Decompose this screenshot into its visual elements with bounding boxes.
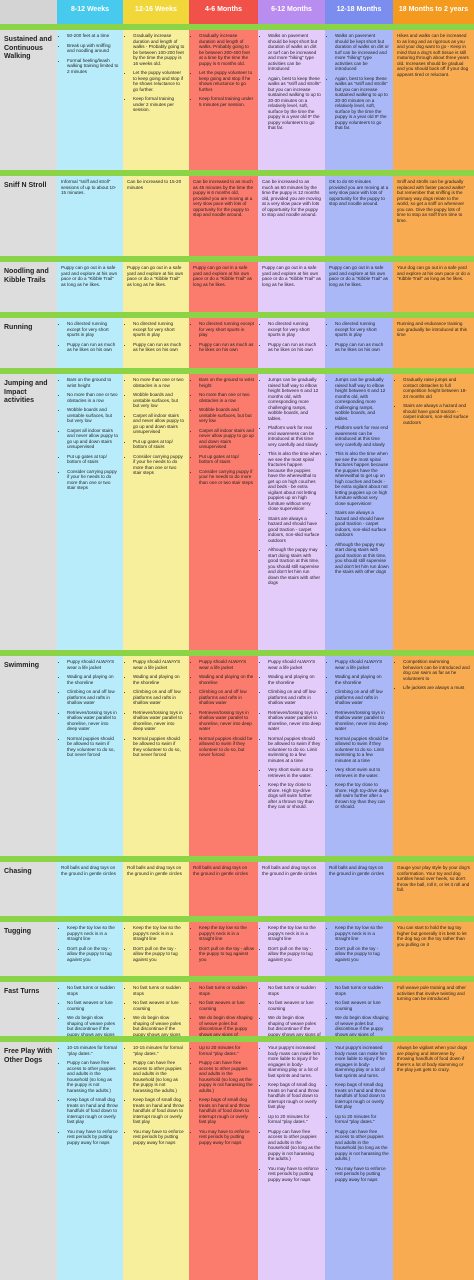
- guideline-item: • No fast weaves or lure coursing: [268, 1000, 321, 1011]
- guideline-item: • Gradually raise jumps and contact obstacles to full competition height between 18-24 months old: [403, 377, 470, 399]
- guideline-item: • Walks on pavement should be kept short but duration of walks on dirt or turf can be increased and more "hiking" type activities can be introduced: [335, 33, 389, 72]
- guideline-item: • Platform work for rear end awareness can be introduced at this time very carefully and slowly: [268, 425, 321, 447]
- guideline-list: [193, 33, 254, 107]
- guideline-cell: [325, 982, 393, 1036]
- guideline-cell: [57, 656, 123, 856]
- guideline-item: • Puppy should ALWAYS wear a life jacket: [133, 659, 185, 670]
- guideline-item: • You may have to enforce rest periods by putting puppy away for naps: [133, 1129, 185, 1146]
- guideline-item: • Normal puppies should be allowed to swim if they volunteer to do so. Limit swimming to a few minutes at a time: [268, 736, 321, 764]
- guideline-item: • Retrieves/tossing toys in shallow water parallel to shoreline, never into deep water: [268, 710, 321, 732]
- guideline-item: • Competition swimming behaviors can be introduced and dog can swim as far as he volunteers to: [403, 659, 470, 681]
- guideline-item: • You may have to enforce rest periods by putting puppy away for naps: [335, 1166, 389, 1183]
- guideline-item: • Climbing on and off low platforms and rafts in shallow water: [133, 689, 185, 706]
- guideline-item: • Bars on the ground to wrist height: [199, 377, 254, 388]
- guideline-list: [329, 659, 389, 810]
- activity-label: Free Play With Other Dogs: [0, 1042, 57, 1280]
- guideline-item: • No more than one or two obstacles in a row: [199, 392, 254, 403]
- guideline-item: • Keep bags of small dog treats on hand and throw handfuls of food down to interrupt rough or overly fast play: [199, 1097, 254, 1125]
- column-header: 12-16 Weeks: [123, 0, 189, 24]
- activity-label: Noodling and Kibble Trails: [0, 262, 57, 312]
- guideline-text: Always be vigilant when your dogs are playing and intervene by throwing handfuls of food down if there's a lot of body slamming or the play just gets to crazy.: [397, 1045, 468, 1072]
- guideline-item: • Keep the toy low so the puppy's neck is in a straight line: [67, 925, 119, 942]
- column-header: 18 Months to 2 years: [393, 0, 474, 24]
- guideline-cell: [258, 862, 325, 916]
- activity-row: [0, 374, 474, 650]
- guideline-text: Full weave pole training and other activities that involve twisting and turning can be introduced: [397, 985, 466, 1001]
- guideline-item: • Wobble boards and unstable surfaces, but but very low: [67, 407, 119, 424]
- guideline-item: • Climbing on and off low platforms and rafts in shallow water: [199, 689, 254, 706]
- guideline-cell: [189, 318, 258, 368]
- guideline-list: [329, 985, 389, 1036]
- guideline-cell: [123, 318, 189, 368]
- guideline-list: [61, 925, 119, 962]
- guideline-item: • We do begin slow shaping of weave poles but discontinue if the puppy shows any signs: [67, 1015, 119, 1036]
- guideline-list: [397, 377, 470, 425]
- guideline-item: • No directed running except for very short spurts in play: [268, 321, 321, 338]
- guideline-list: [262, 985, 321, 1036]
- guideline-item: • Although the puppy may start doing stairs with good traction at this time, you should still supervise and don't let him run down the stairs with other dogs: [268, 547, 321, 586]
- guideline-list: [127, 1045, 185, 1145]
- guideline-item: • Wading and playing on the shoreline: [67, 674, 119, 685]
- guideline-item: • Normal puppies should be allowed to swim if they volunteer to do so. Limit swimming to a few minutes at a time: [335, 736, 389, 764]
- guideline-list: [61, 377, 119, 491]
- guideline-item: • Puppy should ALWAYS wear a life jacket: [67, 659, 119, 670]
- guideline-cell: [189, 374, 258, 650]
- guideline-item: • Wobble boards and unstable surfaces, but but very low: [133, 392, 185, 409]
- guideline-cell: [57, 374, 123, 650]
- guideline-text: Gauge your play style by your dog's conformation. Your toy and dog tumbles head over heels, so don't throw the ball, roll it, or let it roll and fall.: [397, 865, 470, 892]
- guideline-text: OK to do 60 minutes provided you are moving at a very slow pace with lots of opportunity for the puppy to stop and noodle around.: [329, 179, 389, 206]
- guideline-list: [61, 1045, 119, 1145]
- guideline-item: • Break up with sniffing and noodling around: [67, 43, 119, 54]
- guideline-cell: [189, 176, 258, 256]
- guideline-item: • Consider carrying puppy if your he needs to do more than one or two stair steps: [199, 469, 254, 486]
- guideline-item: • 10-15 minutes for formal "play dates.": [67, 1045, 119, 1056]
- guideline-list: [127, 925, 185, 962]
- guideline-cell: [325, 1042, 393, 1280]
- activity-label: Chasing: [0, 862, 57, 916]
- guideline-item: • No directed running except for very short spurts in play: [67, 321, 119, 338]
- guideline-cell: [123, 374, 189, 650]
- guideline-item: • Normal puppies should be allowed to swim if they volunteer to do so, but never forced: [67, 736, 119, 758]
- guideline-cell: [393, 982, 474, 1036]
- guideline-item: • Don't pull on the toy - allow the puppy to tug against you: [199, 946, 254, 963]
- guideline-cell: [258, 30, 325, 170]
- guideline-cell: [123, 922, 189, 976]
- guideline-item: • Wading and playing on the shoreline: [199, 674, 254, 685]
- guideline-cell: [393, 318, 474, 368]
- guideline-list: [193, 659, 254, 758]
- guideline-list: [262, 33, 321, 131]
- guideline-list: [262, 925, 321, 962]
- guideline-cell: [258, 922, 325, 976]
- guideline-item: • Keep the toy close to shore. High toy-drive dogs will swim further after a thrown toy than they can or should.: [335, 782, 389, 810]
- guideline-cell: [57, 862, 123, 916]
- guideline-item: • We do begin slow shaping of weave poles but discontinue if the puppy shows any signs of: [335, 1015, 389, 1036]
- guideline-item: • Your puppy's increased body mass can make him more liable to injury if he engages in body-slamming play or a lot of fast sprints and turns.: [335, 1045, 389, 1078]
- guideline-text: Running and endurance training can gradually be introduced at this time: [397, 321, 467, 337]
- guideline-item: • Put up gates at top/ bottom of stairs: [67, 454, 119, 465]
- guideline-item: • Stairs are always a hazard and should have good traction - carpet indoors, non-skid surface outdoors: [335, 510, 389, 538]
- guideline-item: • Puppy can run as much as he likes on his own: [268, 342, 321, 353]
- guideline-item: • 10-15 minutes for formal "play dates.": [133, 1045, 185, 1056]
- guideline-list: [262, 321, 321, 353]
- guideline-item: • We do begin slow shaping of weave poles but discontinue if the puppy shows any signs: [133, 1015, 185, 1036]
- guideline-item: • You may have to enforce rest periods by putting puppy away for naps: [268, 1166, 321, 1183]
- activity-row: [0, 1042, 474, 1280]
- guideline-item: • Put up gates at top/ bottom of stairs: [199, 454, 254, 465]
- guideline-cell: [258, 318, 325, 368]
- guideline-list: [61, 659, 119, 758]
- guideline-item: • Gradually increase duration and length of walks - Probably going to be between 100-200 feet by the time the puppy is 16 weeks old.: [133, 33, 185, 66]
- guideline-list: [127, 377, 185, 476]
- guideline-item: • Very short swim out to retrieves in the water.: [268, 767, 321, 778]
- guideline-item: • Keep the toy low so the puppy's neck is in a straight line: [335, 925, 389, 942]
- guideline-item: • No more than one or two obstacles in a row: [67, 392, 119, 403]
- guideline-list: [329, 925, 389, 962]
- guideline-item: • Puppy can run as much as he likes on his own: [67, 342, 119, 353]
- guideline-cell: [393, 862, 474, 916]
- guideline-item: • Don't pull on the toy - allow the puppy to tug against you: [133, 946, 185, 963]
- guideline-list: [193, 1045, 254, 1145]
- guideline-item: • Very short swim out to retrieves in the water.: [335, 767, 389, 778]
- guideline-list: [329, 321, 389, 353]
- activity-row: [0, 862, 474, 916]
- guideline-item: • No more than one or two obstacles in a row: [133, 377, 185, 388]
- guideline-item: • Retrieves/tossing toys in shallow water parallel to shoreline, never into deep water: [199, 710, 254, 732]
- guideline-item: • Puppy can have free access to other puppies and adults in the household (so long as the puppy is not harassing the adults.): [335, 1129, 389, 1162]
- guideline-list: [329, 33, 389, 131]
- guideline-item: • Retrieves/tossing toys in shallow water parallel to shoreline, never into deep water: [67, 710, 119, 732]
- guideline-text: Roll balls and drag toys on the ground in gentle circles: [193, 865, 248, 876]
- guideline-list: [61, 985, 119, 1036]
- guideline-item: • Retrieves/tossing toys in shallow water parallel to shoreline, never into deep water: [335, 710, 389, 732]
- guideline-list: [262, 659, 321, 810]
- guideline-item: • Keep formal training under 5 minutes per session.: [199, 96, 254, 107]
- activity-label: Jumping and Impact activities: [0, 374, 57, 650]
- guideline-item: • Although the puppy may start doing stairs with good traction at this time, you should still supervise and don't let him run down the stairs with other dogs: [335, 542, 389, 575]
- guideline-item: • Wading and playing on the shoreline: [268, 674, 321, 685]
- guideline-item: • No fast turns or sudden stops: [268, 985, 321, 996]
- guideline-cell: [258, 982, 325, 1036]
- guideline-list: [127, 33, 185, 113]
- column-header: 12-18 Months: [325, 0, 393, 24]
- guideline-cell: [258, 176, 325, 256]
- guideline-item: • No fast turns or sudden stops: [199, 985, 254, 996]
- guideline-item: • Your puppy's increased body mass can make him more liable to injury if he engages in body-slamming play or a lot of fast sprints and turns.: [268, 1045, 321, 1078]
- guideline-cell: [325, 262, 393, 312]
- activity-row: [0, 262, 474, 312]
- guideline-text: Roll balls and drag toys on the ground in gentle circles: [329, 865, 384, 876]
- guideline-list: [193, 321, 254, 353]
- guideline-cell: [123, 656, 189, 856]
- guideline-item: • Keep bags of small dog treats on hand and throw handfuls of food down to interrupt rough or overly fast play: [67, 1097, 119, 1125]
- guideline-cell: [325, 922, 393, 976]
- guideline-item: • Carpet all indoor stairs and never allow puppy to go up and down stairs unsupervised: [133, 413, 185, 435]
- guideline-item: • Again, best to keep these walks as "sniff and strolls" but you can increase sustained walking to up to 20-30 minutes on a relatively level, soft, surface by the time the puppy is a year old IF the puppy volunteers to go that far.: [335, 76, 389, 131]
- guideline-item: • Wobble boards and unstable surfaces, but but very low: [199, 407, 254, 424]
- guideline-item: • Up to 20 minutes for formal "play dates.": [335, 1114, 389, 1125]
- guideline-item: • Walks on pavement should be kept short but duration of walks on dirt or turf can be increased and more "hiking" type activities can be introduced: [268, 33, 321, 72]
- guideline-item: • No fast turns or sudden stops: [335, 985, 389, 996]
- guideline-text: Hikes and walks can be increased to as long and as rigorous as you and your dog want to go - Keep in mind that a dog's soft tissue is still maturing through about three years old. Increases should be gradual and you should back off if your dog appears tired or reluctant.: [397, 33, 469, 77]
- guideline-item: • We do begin slow shaping of weave poles but discontinue if the puppy shows any signs of: [268, 1015, 321, 1036]
- guideline-list: [193, 985, 254, 1036]
- guideline-cell: [123, 862, 189, 916]
- guideline-item: • Life jackets are always a must: [403, 685, 470, 691]
- activity-label: Fast Turns: [0, 982, 57, 1036]
- guideline-cell: [123, 982, 189, 1036]
- guideline-text: Can be increased to 15-20 minutes: [127, 179, 182, 190]
- guideline-cell: [258, 1042, 325, 1280]
- guideline-item: • No directed running except for very short spurts in play: [199, 321, 254, 338]
- guideline-cell: [325, 374, 393, 650]
- guideline-item: • Puppy should ALWAYS wear a life jacket: [335, 659, 389, 670]
- guideline-cell: [325, 656, 393, 856]
- guideline-item: • Let the puppy volunteer to keep going and stop if he shows reluctance to go further.: [199, 70, 254, 92]
- guideline-item: • Stairs are always a hazard and should have good traction - carpet indoors, non-skid surface outdoors: [268, 516, 321, 544]
- guideline-cell: [325, 318, 393, 368]
- header-row: [0, 0, 474, 24]
- guideline-item: • Puppy should ALWAYS wear a life jacket: [199, 659, 254, 670]
- guideline-cell: [123, 30, 189, 170]
- column-header: 4-6 Months: [189, 0, 258, 24]
- guideline-list: [397, 659, 470, 691]
- guideline-item: • Keep the toy low so the puppy's neck is in a straight line: [199, 925, 254, 942]
- guideline-item: • Puppy can have free access to other puppies and adults in the household (so long as the puppy is not harassing the adults.): [67, 1060, 119, 1093]
- guideline-cell: [258, 656, 325, 856]
- guideline-item: • No fast turns or sudden stops: [67, 985, 119, 996]
- guideline-item: • You may have to enforce rest periods by putting puppy away for naps: [199, 1129, 254, 1146]
- guideline-text: Can be increased to as much as 60 minutes by the time the puppy is 12 months old, provided you are moving at a very slow pace with lots of opportunity for the puppy to stop and noodle around.: [262, 179, 321, 217]
- header-corner: [0, 0, 57, 24]
- guideline-cell: [189, 922, 258, 976]
- guideline-list: [262, 1045, 321, 1182]
- guideline-text: Roll balls and drag toys on the ground in gentle circles: [61, 865, 116, 876]
- guideline-text: Can be increased to as much as 45 minutes by the time the puppy is 6 months old, provided you are moving at a very slow pace with lots of opportunity for the puppy to stop and noodle around.: [193, 179, 254, 217]
- guideline-item: • Carpet all indoor stairs and never allow puppy to go up and down stairs unsupervised: [67, 428, 119, 450]
- guideline-item: • Don't pull on the toy - allow the puppy to tug against you: [268, 946, 321, 963]
- guideline-item: • We do begin slow shaping of weave poles but discontinue if the puppy shows any signs of: [199, 1015, 254, 1036]
- guideline-text: Roll balls and drag toys on the ground in gentle circles: [262, 865, 317, 876]
- guideline-cell: [57, 1042, 123, 1280]
- activity-label: Tugging: [0, 922, 57, 976]
- guideline-item: • Puppy can have free access to other puppies and adults in the household (so long as the puppy is not harassing the adults.): [268, 1129, 321, 1162]
- guideline-item: • Stairs are always a hazard and should have good traction - carpet indoors, non-skid surface outdoors: [403, 403, 470, 425]
- guideline-item: • Put up gates at top/ bottom of stairs: [133, 439, 185, 450]
- guideline-item: • Keep bags of small dog treats on hand and throw handfuls of food down to interrupt rough or overly fast play: [335, 1082, 389, 1110]
- guideline-item: • You may have to enforce rest periods by putting puppy away for naps: [67, 1129, 119, 1146]
- activity-row: [0, 30, 474, 170]
- guideline-item: • Puppy can have free access to other puppies and adults in the household (so long as the puppy is not harassing the adults.): [199, 1060, 254, 1093]
- guideline-item: • This is also the time when we see the most spiral fractures happen because the puppies have the wherewithal to get up on high couches and beds - be extra vigilant about not letting puppies up on high furniture without very close supervision!: [268, 451, 321, 512]
- guideline-item: • This is also the time when we see the most spiral fractures happen because the puppies have the wherewithal to get up on high couches and beds - be extra vigilant about not letting puppies up on high furniture without very close supervision!: [335, 451, 389, 506]
- guideline-item: • 50-200 feet at a time: [67, 33, 119, 39]
- guideline-list: [61, 321, 119, 353]
- guideline-cell: [57, 982, 123, 1036]
- guideline-list: [329, 377, 389, 575]
- guideline-item: • Climbing on and off low platforms and rafts in shallow water: [335, 689, 389, 706]
- guideline-item: • Don't pull on the toy - allow the puppy to tug against you: [67, 946, 119, 963]
- guideline-cell: [325, 862, 393, 916]
- guideline-item: • Formal heeling/leash walking training limited to 2 minutes: [67, 58, 119, 75]
- guideline-cell: [57, 30, 123, 170]
- activity-row: [0, 982, 474, 1036]
- guideline-text: Your dog can go out in a safe yard and explore at his own pace or do a "Kibble Trail" as long as he likes.: [397, 265, 470, 281]
- guideline-cell: [123, 1042, 189, 1280]
- guideline-cell: [393, 922, 474, 976]
- guideline-item: • Carpet all indoor stairs and never allow puppy to go up and down stairs unsupervised: [199, 428, 254, 450]
- guideline-item: • Again, best to keep these walks as "sniff and strolls" but you can increase sustained walking to up to 20-30 minutes on a relatively level, soft, surface by the time the puppy is a year old IF the puppy volunteers to go that far.: [268, 76, 321, 131]
- guideline-item: • Keep the toy close to shore. High toy-drive dogs will swim further after a thrown toy than they can or should.: [268, 782, 321, 810]
- guideline-item: • Keep the toy low so the puppy's neck is in a straight line: [133, 925, 185, 942]
- guideline-item: • Don't pull on the toy - allow the puppy to tug against you: [335, 946, 389, 963]
- guideline-cell: [393, 262, 474, 312]
- guideline-item: • Puppy can run as much as he likes on his own: [335, 342, 389, 353]
- guideline-cell: [57, 318, 123, 368]
- activity-label: Swimming: [0, 656, 57, 856]
- guideline-cell: [189, 982, 258, 1036]
- guideline-item: • Normal puppies should be allowed to swim if they volunteer to do so, but never forced: [133, 736, 185, 758]
- guideline-item: • No fast weaves or lure coursing: [199, 1000, 254, 1011]
- guideline-item: • Up to 20 minutes for formal "play dates.": [199, 1045, 254, 1056]
- guideline-cell: [258, 262, 325, 312]
- guideline-item: • Keep bags of small dog treats on hand and throw handfuls of food down to interrupt rough or overly fast play: [133, 1097, 185, 1125]
- guideline-item: • Consider carrying puppy if your he needs to do more than one or two stair steps: [67, 469, 119, 491]
- guideline-item: • Gradually increase duration and length of walks. Probably going to be between 200-400 feet at a time by the time the puppy is 6 months old.: [199, 33, 254, 66]
- guideline-item: • Consider carrying puppy if your he needs to do more than one or two stair steps: [133, 454, 185, 476]
- activity-row: [0, 176, 474, 256]
- guideline-item: • Wading and playing on the shoreline: [133, 674, 185, 685]
- guideline-cell: [123, 176, 189, 256]
- guideline-list: [127, 985, 185, 1036]
- activity-label: Running: [0, 318, 57, 368]
- activity-row: [0, 318, 474, 368]
- guideline-text: Roll balls and drag toys on the ground in gentle circles: [127, 865, 182, 876]
- guideline-cell: [393, 1042, 474, 1280]
- guideline-text: Sniff and strolls can be gradually replaced with faster paced walks* but remember that sniffing is the primary way dogs relate to the world, so get a sniff on whenever you can. Give the puppy lots of time to stop an sniff from time to time.: [397, 179, 466, 223]
- guideline-list: [262, 377, 321, 586]
- guideline-item: • No fast weaves or lure coursing: [335, 1000, 389, 1011]
- guideline-item: • Puppy should ALWAYS wear a life jacket: [268, 659, 321, 670]
- guideline-cell: [189, 1042, 258, 1280]
- guideline-item: • Keep the toy low so the puppy's neck is in a straight line: [268, 925, 321, 942]
- activity-row: [0, 656, 474, 856]
- guideline-cell: [393, 176, 474, 256]
- guideline-cell: [189, 262, 258, 312]
- guideline-cell: [123, 262, 189, 312]
- guideline-item: • No fast weaves or lure coursing: [133, 1000, 185, 1011]
- column-header: 8-12 Weeks: [57, 0, 123, 24]
- guideline-item: • Puppy can run as much as he likes on his own: [133, 342, 185, 353]
- guideline-item: • Climbing on and off low platforms and rafts in shallow water: [268, 689, 321, 706]
- guideline-item: • Normal puppies should be allowed to swim if they volunteer to do so, but never forced: [199, 736, 254, 758]
- guideline-cell: [325, 30, 393, 170]
- guideline-text: Puppy can go out in a safe yard and explore at his own pace or do a "Kibble Trail" as long as he likes.: [262, 265, 321, 287]
- guideline-item: • Bars on the ground to wrist height: [67, 377, 119, 388]
- guideline-list: [127, 321, 185, 353]
- guideline-cell: [57, 262, 123, 312]
- guideline-item: • Platform work for rear end awareness can be introduced at this time very carefully and slowly: [335, 425, 389, 447]
- guideline-cell: [393, 656, 474, 856]
- guideline-cell: [57, 176, 123, 256]
- guideline-item: • Climbing on and off low platforms and rafts in shallow water: [67, 689, 119, 706]
- guideline-item: • Jumps can be gradually raised half way to elbow height between 6 and 12 months old, with corresponding more challenging ramps, wobble boards, and tables.: [335, 377, 389, 421]
- activity-row: [0, 922, 474, 976]
- guideline-list: [193, 377, 254, 485]
- guideline-cell: [325, 176, 393, 256]
- activity-label: Sniff N Stroll: [0, 176, 57, 256]
- guideline-item: • No directed running except for very short spurts in play: [133, 321, 185, 338]
- guideline-item: • No fast weaves or lure coursing: [67, 1000, 119, 1011]
- guideline-item: • Let the puppy volunteer to keep going and stop if he shows reluctance to go further.: [133, 70, 185, 92]
- guideline-cell: [393, 374, 474, 650]
- guideline-item: • Keep bags of small dog treats on hand and throw handfuls of food down to interrupt rough or overly fast play: [268, 1082, 321, 1110]
- guideline-item: • Retrieves/tossing toys in shallow water parallel to shoreline, never into deep water: [133, 710, 185, 732]
- guideline-cell: [393, 30, 474, 170]
- guideline-list: [329, 1045, 389, 1182]
- guideline-cell: [57, 922, 123, 976]
- guideline-cell: [258, 374, 325, 650]
- guideline-text: Informal "sniff and stroll" sessions of up to about 10-15 minutes.: [61, 179, 117, 195]
- guideline-item: • Jumps can be gradually raised half way to elbow height between 6 and 12 months old, with corresponding more challenging ramps, wobble boards, and tables.: [268, 377, 321, 421]
- guideline-text: Puppy can go out in a safe yard and explore at his own pace or do a "Kibble Trail" as long as he likes.: [127, 265, 184, 287]
- guideline-item: • Puppy can have free access to other puppies and adults in the household (so long as the puppy is not harassing the adults.): [133, 1060, 185, 1093]
- guideline-list: [127, 659, 185, 758]
- guideline-list: [193, 925, 254, 962]
- guideline-text: Puppy can go out in a safe yard and explore at his own pace or do a "Kibble Trail" as long as he likes.: [193, 265, 252, 287]
- guideline-text: Puppy can go out in a safe yard and explore at his own pace or do a "Kibble Trail" as long as he likes.: [61, 265, 118, 287]
- guideline-cell: [189, 30, 258, 170]
- guideline-item: • No fast turns or sudden stops: [133, 985, 185, 996]
- guideline-list: [61, 33, 119, 74]
- guideline-cell: [189, 656, 258, 856]
- guideline-item: • Wading and playing on the shoreline: [335, 674, 389, 685]
- guideline-text: Puppy can go out in a safe yard and explore at his own pace or do a "Kibble Trail" as long as he likes.: [329, 265, 388, 287]
- guideline-cell: [189, 862, 258, 916]
- guideline-item: • Up to 20 minutes for formal "play dates.": [268, 1114, 321, 1125]
- guideline-item: • Puppy can run as much as he likes on his own: [199, 342, 254, 353]
- guideline-item: • No directed running except for very short spurts in play: [335, 321, 389, 338]
- guideline-text: You can start to hold the tug toy higher but generally it is best to let the dog tug on the toy rather than you pulling on it: [397, 925, 467, 947]
- column-header: 6-12 Months: [258, 0, 325, 24]
- activity-label: Sustained and Continuous Walking: [0, 30, 57, 170]
- guideline-item: • Keep formal training under 2 minutes per session.: [133, 96, 185, 113]
